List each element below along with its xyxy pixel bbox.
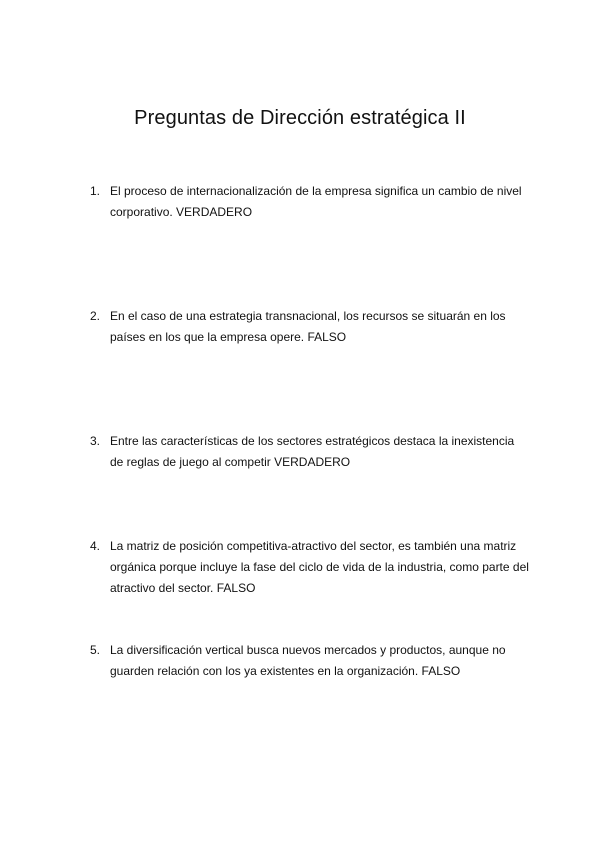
question-item xyxy=(90,536,530,599)
question-number: 1. xyxy=(90,184,101,198)
question-text: La diversificación vertical busca nuevos mercados y productos, aunque no guarden relación con los ya existentes en la organización. FALSO xyxy=(110,643,506,678)
question-number: 5. xyxy=(90,643,101,657)
question-text: El proceso de internacionalización de la empresa significa un cambio de nivel corporativo. VERDADERO xyxy=(110,184,522,219)
question-text: Entre las características de los sectores estratégicos destaca la inexistencia de reglas de juego al competir VERDADERO xyxy=(110,434,515,469)
question-number: 4. xyxy=(90,539,101,553)
page-title: Preguntas de Dirección estratégica II xyxy=(134,107,466,130)
question-item xyxy=(90,181,530,223)
question-text: La matriz de posición competitiva-atractivo del sector, es también una matriz orgánica porque incluye la fase del ciclo de vida de la industria, como parte del atractivo del sector. FALSO xyxy=(110,539,529,595)
question-item xyxy=(90,640,530,682)
question-number: 2. xyxy=(90,309,101,323)
question-item xyxy=(90,431,530,473)
question-number: 3. xyxy=(90,434,101,448)
question-item xyxy=(90,306,530,348)
question-text: En el caso de una estrategia transnacional, los recursos se situarán en los países en los que la empresa opere. FALSO xyxy=(110,309,506,344)
